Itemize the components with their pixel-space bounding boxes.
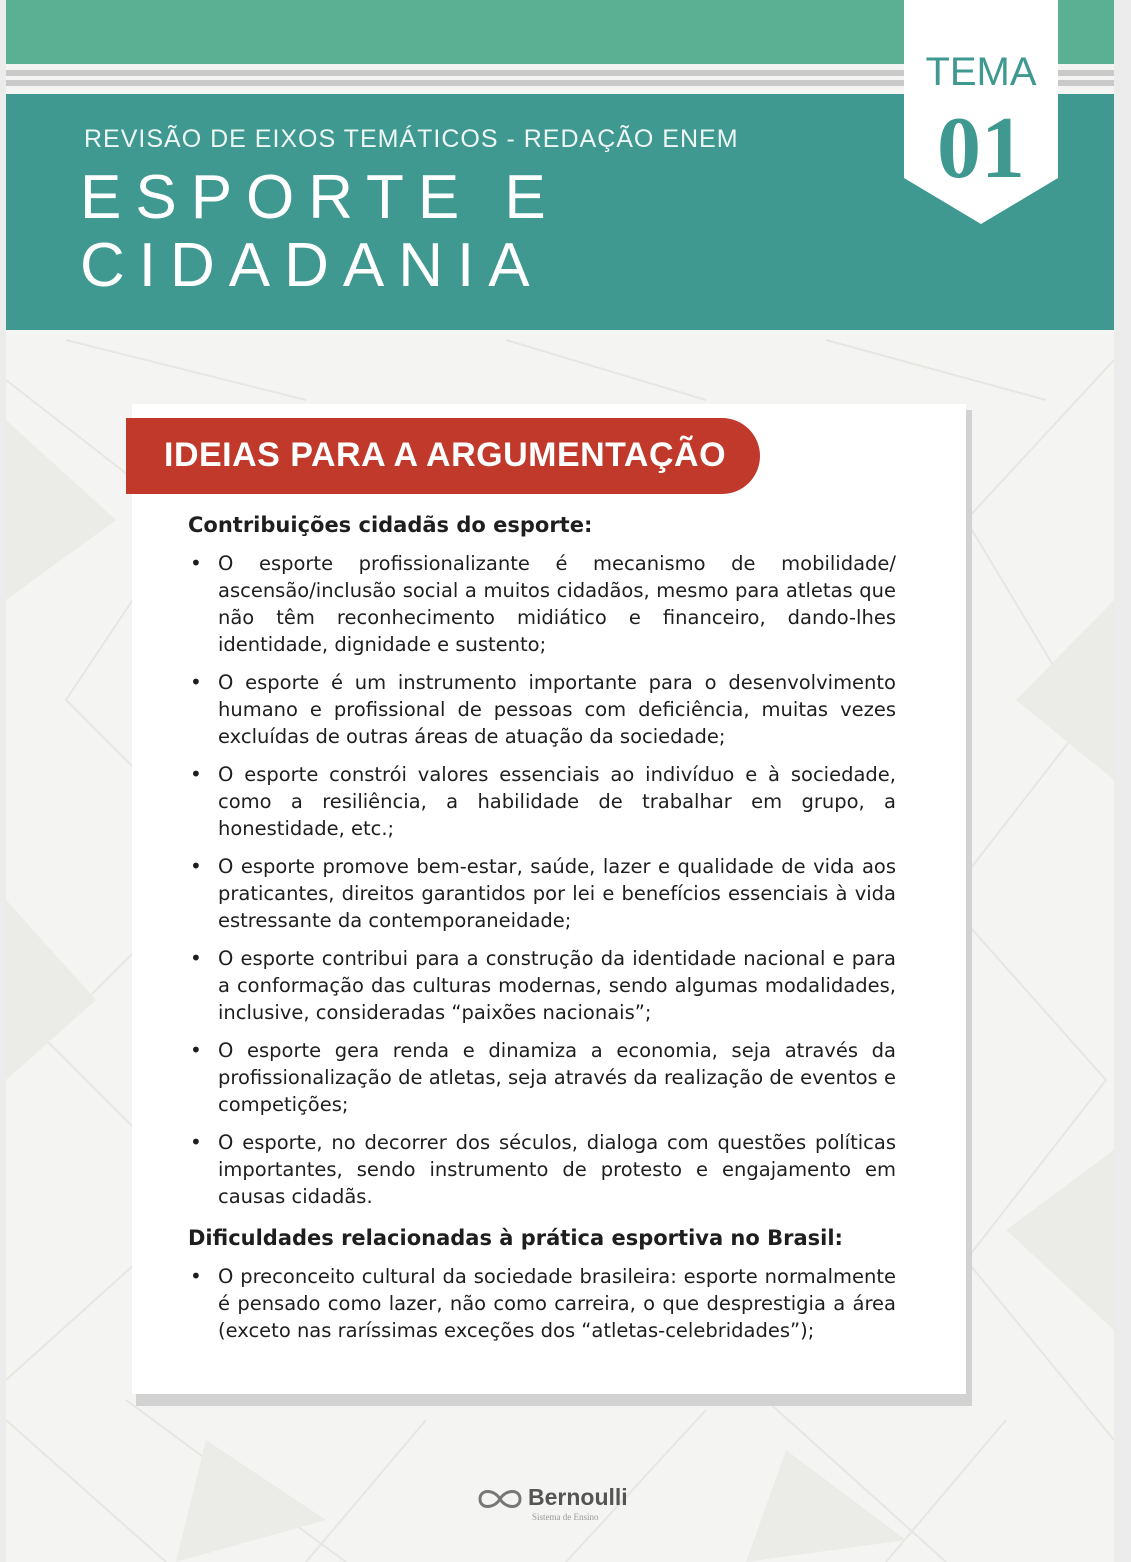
group-heading: Dificuldades relacionadas à prática esportiva no Brasil: bbox=[188, 1226, 843, 1250]
list-item bbox=[188, 1129, 896, 1210]
list-item-text: O esporte contribui para a construção da identidade nacional e para a conformação das culturas modernas, sendo algumas modalidades, inclusive, consideradas “paixões nacionais”; bbox=[218, 947, 896, 1024]
section-content bbox=[188, 508, 896, 1355]
tema-label: TEMA bbox=[925, 50, 1037, 94]
list-item bbox=[188, 1263, 896, 1344]
bullet: • bbox=[190, 1130, 202, 1154]
bernoulli-logo bbox=[476, 1484, 646, 1524]
bullet: • bbox=[190, 946, 202, 970]
list-item-text: O esporte, no decorrer dos séculos, dialoga com questões políticas importantes, sendo instrumento de protesto e engajamento em causas cidadãs. bbox=[218, 1131, 896, 1208]
page-kicker: REVISÃO DE EIXOS TEMÁTICOS - REDAÇÃO ENEM bbox=[84, 125, 739, 153]
bullet: • bbox=[190, 551, 202, 575]
bullet: • bbox=[190, 1038, 202, 1062]
list-item-text: O esporte é um instrumento importante para o desenvolvimento humano e profissional de pessoas com deficiência, muitas vezes excluídas de outras áreas de atuação da sociedade; bbox=[218, 671, 896, 748]
page-title bbox=[80, 164, 560, 300]
list-item-text: O esporte profissionalizante é mecanismo de mobilidade/ ascensão/inclusão social a muitos cidadãos, mesmo para atletas que não têm reconhecimento midiático e financeiro, dando-lhes identidade, dignidade e sustento; bbox=[218, 552, 896, 656]
list-item bbox=[188, 1037, 896, 1118]
list-item bbox=[188, 853, 896, 934]
list-item-text: O esporte gera renda e dinamiza a economia, seja através da profissionalização de atletas, seja através da realização de eventos e competições; bbox=[218, 1039, 896, 1116]
title-line-2: CIDADANIA bbox=[80, 231, 544, 300]
bullet: • bbox=[190, 670, 202, 694]
section-title: IDEIAS PARA A ARGUMENTAÇÃO bbox=[164, 436, 727, 474]
logo-name: Bernoulli bbox=[528, 1484, 628, 1510]
list-item bbox=[188, 761, 896, 842]
list-item bbox=[188, 550, 896, 658]
list-item-text: O preconceito cultural da sociedade brasileira: esporte normalmente é pensado como lazer, não como carreira, o que desprestigia a área (exceto nas raríssimas exceções dos “atletas-celebridades”); bbox=[218, 1265, 896, 1342]
tema-number: 01 bbox=[937, 100, 1025, 197]
bullet: • bbox=[190, 1264, 202, 1288]
group-heading: Contribuições cidadãs do esporte: bbox=[188, 513, 593, 537]
list-item bbox=[188, 669, 896, 750]
bullet-list bbox=[188, 1263, 896, 1344]
document-page bbox=[6, 0, 1114, 1562]
list-item bbox=[188, 945, 896, 1026]
bullet: • bbox=[190, 854, 202, 878]
infinity-icon bbox=[476, 1487, 524, 1511]
list-item-text: O esporte constrói valores essenciais ao indivíduo e à sociedade, como a resiliência, a habilidade de trabalhar em grupo, a honestidade, etc.; bbox=[218, 763, 896, 840]
bullet-list bbox=[188, 550, 896, 1210]
list-item-text: O esporte promove bem-estar, saúde, lazer e qualidade de vida aos praticantes, direitos garantidos por lei e benefícios essenciais à vida estressante da contemporaneidade; bbox=[218, 855, 896, 932]
title-line-1: ESPORTE E bbox=[80, 163, 560, 232]
bullet: • bbox=[190, 762, 202, 786]
logo-subtitle: Sistema de Ensino bbox=[532, 1512, 599, 1522]
